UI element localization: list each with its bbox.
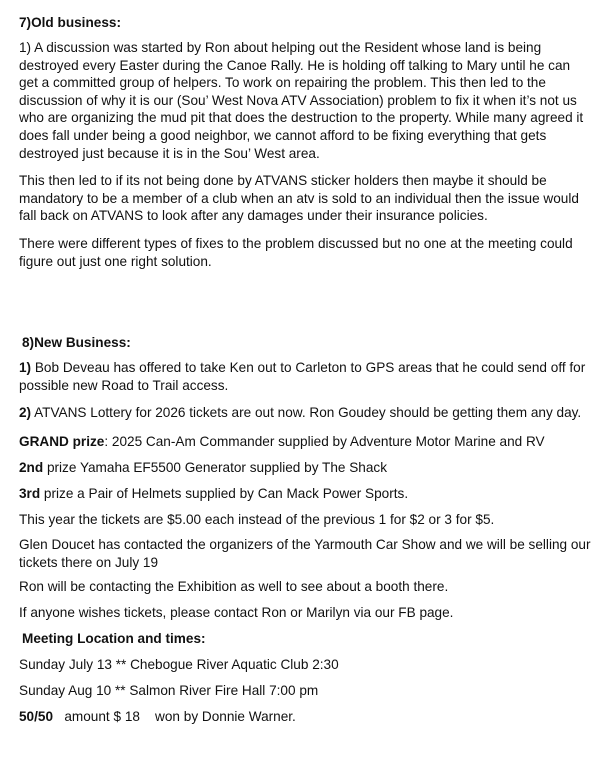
car-show-text: Glen Doucet has contacted the organizers of the Yarmouth Car Show and we will be selling our tickets there on July 19 [19, 536, 591, 570]
item-2-number: 2) [19, 405, 32, 421]
meeting-2: Sunday Aug 10 ** Salmon River Fire Hall 7:00 pm [19, 683, 319, 699]
new-business-heading: 8)New Business: [22, 335, 131, 351]
item-1-text: Bob Deveau has offered to take Ken out to Carleton to GPS areas that he could send off for possible new Road to Trail access. [19, 360, 586, 393]
fifty-fifty-label: 50/50 [19, 709, 54, 725]
third-prize-label: 3rd [19, 485, 41, 501]
ticket-price-text: This year the tickets are $5.00 each instead of the previous 1 for $2 or 3 for $5. [19, 511, 495, 527]
new-business-item-2 [19, 404, 591, 422]
grand-prize-label: GRAND prize [19, 433, 105, 449]
item-2-text: ATVANS Lottery for 2026 tickets are out now. Ron Goudey should be getting them any day. [31, 405, 582, 421]
second-prize-label: 2nd [19, 459, 44, 475]
minutes-document [19, 13, 591, 727]
meeting-1: Sunday July 13 ** Chebogue River Aquatic Club 2:30 [19, 657, 339, 673]
old-business-paragraph-2: This then led to if its not being done by ATVANS sticker holders then maybe it should be mandatory to be a member of a club when an atv is sold to an individual then the issue would fall back on ATVANS to look after any damages under their insurance policies. [19, 173, 579, 224]
contact-text: If anyone wishes tickets, please contact Ron or Marilyn via our FB page. [19, 605, 454, 621]
item-1-number: 1) [19, 360, 32, 376]
third-prize-line [19, 484, 591, 504]
third-prize-text: prize a Pair of Helmets supplied by Can Mack Power Sports. [40, 485, 409, 501]
old-business-heading: 7)Old business: [19, 15, 121, 30]
second-prize-line [19, 458, 591, 478]
fifty-fifty-text: amount $ 18 won by Donnie Warner. [53, 709, 296, 725]
new-business-item-1 [19, 359, 591, 394]
old-business-paragraph-3: There were different types of fixes to the problem discussed but no one at the meeting could figure out just one right solution. [19, 235, 573, 269]
meetings-heading: Meeting Location and times: [22, 631, 206, 647]
old-business-paragraph-1: 1) A discussion was started by Ron about helping out the Resident whose land is being destroyed every Easter during the Canoe Rally. He is holding off talking to Mary until he can get a committed group of helpers. To work on repairing the problem. This then led to the discussion of why it is our (Sou’ West Nova ATV Association) problem to fix it when it’s not us who are organizing the mud pit that does the destruction to the property. While many agreed it does fall under being a good neighbor, we cannot afford to be fixing everything that gets destroyed just because it is in the Sou’ West area. [19, 40, 584, 161]
grand-prize-line [19, 432, 591, 452]
exhibition-text: Ron will be contacting the Exhibition as well to see about a booth there. [19, 579, 449, 595]
grand-prize-text: : 2025 Can-Am Commander supplied by Adventure Motor Marine and RV [104, 433, 545, 449]
fifty-fifty-line [19, 707, 591, 727]
second-prize-text: prize Yamaha EF5500 Generator supplied by The Shack [43, 459, 387, 475]
